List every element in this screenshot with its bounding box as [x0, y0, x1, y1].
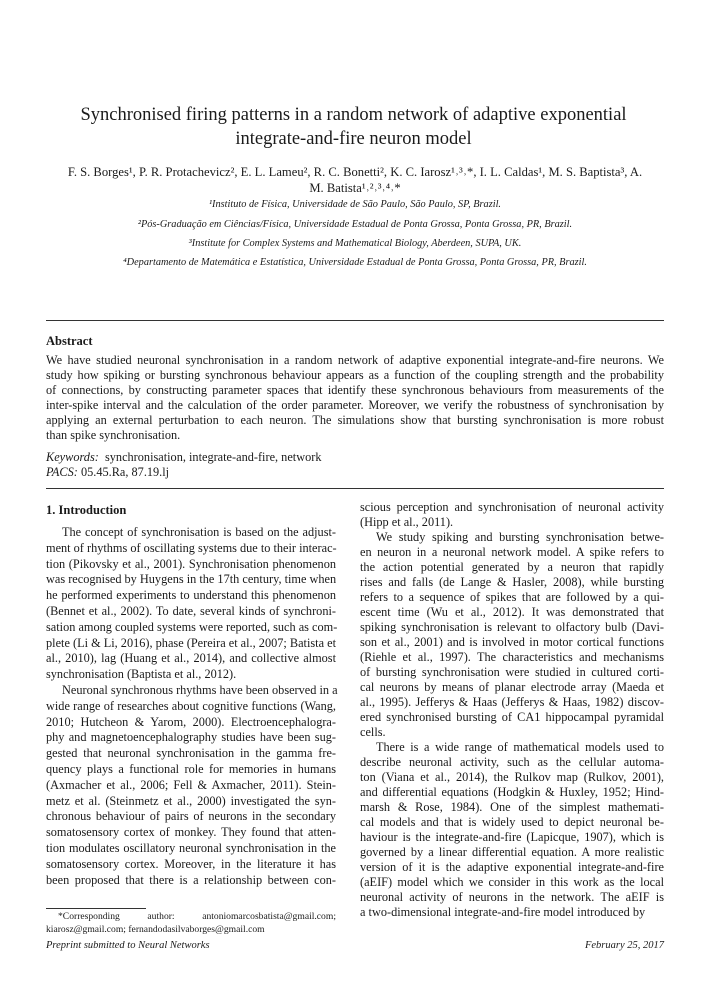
text-line: We have studied neuronal synchronisation in a random network of adaptive exponential integrate-and-fire neurons. We [46, 353, 664, 367]
text-line: 2010; Hutcheon & Yarom, 2000). Electroencephalogra- [46, 714, 336, 729]
text-line: was recognised by Huygens in the 17th century, time when [46, 572, 337, 587]
footnote-line: kiarosz@gmail.com; fernandodasilvaborges@gmail.com [46, 923, 265, 935]
footnote-rule [46, 908, 146, 909]
text-line: We study spiking and bursting synchronisation betwe- [376, 530, 664, 544]
paper-title [60, 103, 647, 151]
text-line: somatosensory cortex of monkey. They found that atten- [46, 825, 336, 840]
text-line: (aEIF) model which we consider in this work as the local [360, 875, 664, 889]
keywords: synchronisation, integrate-and-fire, network [104, 450, 322, 464]
text-line: of bursting synchronisation were studied in cultured corti- [360, 665, 664, 679]
text-line: been proposed that there is a relationship between con- [46, 872, 336, 887]
text-line: inter-spike interval and the calculation of the order parameter. Moreover, we verify the robustness of synchronisation by [46, 398, 664, 412]
affiliation-2: ²Pós-Graduação em Ciências/Física, Universidade Estadual de Ponta Grossa, Ponta Grossa, PR, Brazil. [137, 219, 573, 230]
text-line: he performed experiments to understand this phenomenon [46, 588, 336, 603]
text-line: escent time (Wu et al., 2012). It was demonstrated that [360, 605, 664, 619]
paragraph [360, 500, 664, 530]
keywords-label: Keywords: [46, 450, 99, 464]
paragraph [46, 683, 336, 888]
text-line: than spike synchronisation. [46, 428, 181, 442]
preprint-note: Preprint submitted to Neural Networks [46, 940, 210, 951]
text-line: The concept of synchronisation is based on the adjust- [62, 525, 336, 539]
text-line: (Axmacher et al., 2006; Fell & Axmacher, 2011). Stein- [46, 777, 336, 792]
title-line: Synchronised firing patterns in a random network of adaptive exponential [80, 105, 627, 125]
text-line: plete (Li & Li, 2016), phase (Pereira et al., 2007; Batista et [46, 635, 336, 650]
text-line: There is a wide range of mathematical models used to [376, 740, 664, 754]
text-line: neuronal activity of neurons in the network. The aEIF is [360, 890, 664, 904]
authors-line: M. Batista¹˒²˒³˒⁴˒* [309, 181, 401, 195]
text-line: son et al., 2001) and is involved in motor cortical functions [360, 635, 664, 649]
text-line: gested that neuronal synchronisation in the gamma fre- [46, 746, 336, 761]
text-line: cells. [360, 725, 386, 739]
text-line: synchronisation (Baptista et al., 2012). [46, 667, 237, 682]
text-line: spiking synchronisation is relevant to olfactory bulb (Davi- [360, 620, 664, 634]
date: February 25, 2017 [584, 940, 664, 951]
text-line: metz et al. (Steinmetz et al., 2000) investigated the syn- [46, 793, 336, 808]
text-line: al., 1995). Jefferys & Haas (Jefferys & Haas, 1982) discov- [360, 695, 664, 709]
text-line: governed by a linear differential equation. A more realistic [360, 845, 664, 859]
text-line: rises and falls (de Lange & Hasler, 2008), while bursting [360, 575, 664, 589]
text-line: al., 2010), lag (Huang et al., 2014), and collective almost [46, 651, 336, 666]
text-line: describe neuronal activity, such as the cellular automa- [360, 755, 664, 769]
text-line: Neuronal synchronous rhythms have been observed in a [62, 682, 338, 697]
text-line: somatosensory cortex. Moreover, in the literature it has [46, 856, 336, 871]
abstract-body [46, 353, 664, 443]
divider [46, 320, 664, 321]
text-line: (Riehle et al., 1997). The characteristics and mechanisms [360, 650, 664, 664]
pacs: 05.45.Ra, 87.19.lj [80, 465, 170, 479]
text-line: haviour is the integrate-and-fire (Lapicque, 1907), which is [360, 830, 664, 844]
text-line: of connections, by constructing parameter spaces that identify these synchronous behaviours from measurements of the [46, 383, 664, 397]
text-line: scious perception and synchronisation of neuronal activity [360, 500, 664, 514]
footnote-line: *Corresponding author: antoniomarcosbatista@gmail.com; [58, 911, 336, 922]
text-line: and differential equations (Hodgkin & Huxley, 1952; Hind- [360, 785, 664, 799]
text-line: quency plays a functional role for memories in humans [46, 761, 336, 776]
text-line: chronous behaviour of pairs of neurons in the secondary [46, 809, 336, 824]
text-line: (Bennet et al., 2002). To date, several kinds of synchroni- [46, 603, 336, 618]
text-line: version of it is the adaptive exponential integrate-and-fire [360, 860, 664, 874]
text-line: tion modulates oscillatory neuronal synchronisation in the [46, 840, 336, 855]
right-column [360, 500, 664, 920]
author-list [46, 164, 664, 196]
text-line: applying an external perturbation to each neuron. The simulations show that bursting synchronisation is more robust [46, 413, 664, 427]
text-line: a two-dimensional integrate-and-fire model introduced by [360, 905, 646, 919]
text-line: cal models and that is widely used to depict neuronal be- [360, 815, 664, 829]
paragraph [360, 740, 664, 920]
text-line: ton (Viana et al., 2014), the Rulkov map (Rulkov, 2001), [360, 770, 664, 784]
paragraph [46, 525, 336, 683]
affiliation-1: ¹Instituto de Física, Universidade de São Paulo, São Paulo, SP, Brazil. [208, 199, 502, 210]
affiliation-4: ⁴Departamento de Matemática e Estatística, Universidade Estadual de Ponta Grossa, Ponta Grossa, PR, Brazil. [123, 257, 587, 268]
text-line: phy and magnetoencephalography studies have been sug- [46, 730, 336, 745]
keywords-block [46, 450, 321, 480]
text-line: ment of rhythms of oscillating systems due to their interac- [46, 540, 337, 555]
paragraph [360, 530, 664, 740]
text-line: ered synchronised bursting of CA1 hippocampal pyramidal [360, 710, 664, 724]
footnote [46, 911, 336, 936]
title-line: integrate-and-fire neuron model [235, 129, 472, 149]
text-line: wide range of researches about cognitive functions (Wang, [46, 698, 336, 713]
text-line: study how spiking or bursting synchronous behaviour appears as a function of the coupling strength and the probability [46, 368, 664, 382]
text-line: the action potential generated by a neuron that rapidly [360, 560, 664, 574]
affiliation-3: ³Institute for Complex Systems and Mathematical Biology, Aberdeen, SUPA, UK. [188, 238, 522, 249]
text-line: en neuron in a neuronal network model. A spike refers to [360, 545, 664, 559]
text-line: (Hipp et al., 2011). [360, 515, 454, 529]
pacs-label: PACS: [46, 465, 78, 479]
authors-line: F. S. Borges¹, P. R. Protachevicz², E. L. Lameu², R. C. Bonetti², K. C. Iarosz¹˒³˒*, I. L. Caldas¹, M. S. Baptista³, A. [67, 165, 643, 179]
abstract-heading: Abstract [46, 334, 93, 348]
section-heading: 1. Introduction [46, 503, 127, 517]
text-line: refers to a sequence of spikes that are followed by a qui- [360, 590, 664, 604]
text-line: marsh & Rose, 1984). One of the simplest mathemati- [360, 800, 664, 814]
text-line: cal neurons by means of planar electrode array (Maeda et [360, 680, 664, 694]
divider [46, 488, 664, 489]
text-line: sation among coupled systems were reported, such as com- [46, 619, 338, 634]
text-line: tion (Pikovsky et al., 2001). Synchronisation phenomenon [46, 556, 336, 571]
left-column [46, 525, 336, 888]
